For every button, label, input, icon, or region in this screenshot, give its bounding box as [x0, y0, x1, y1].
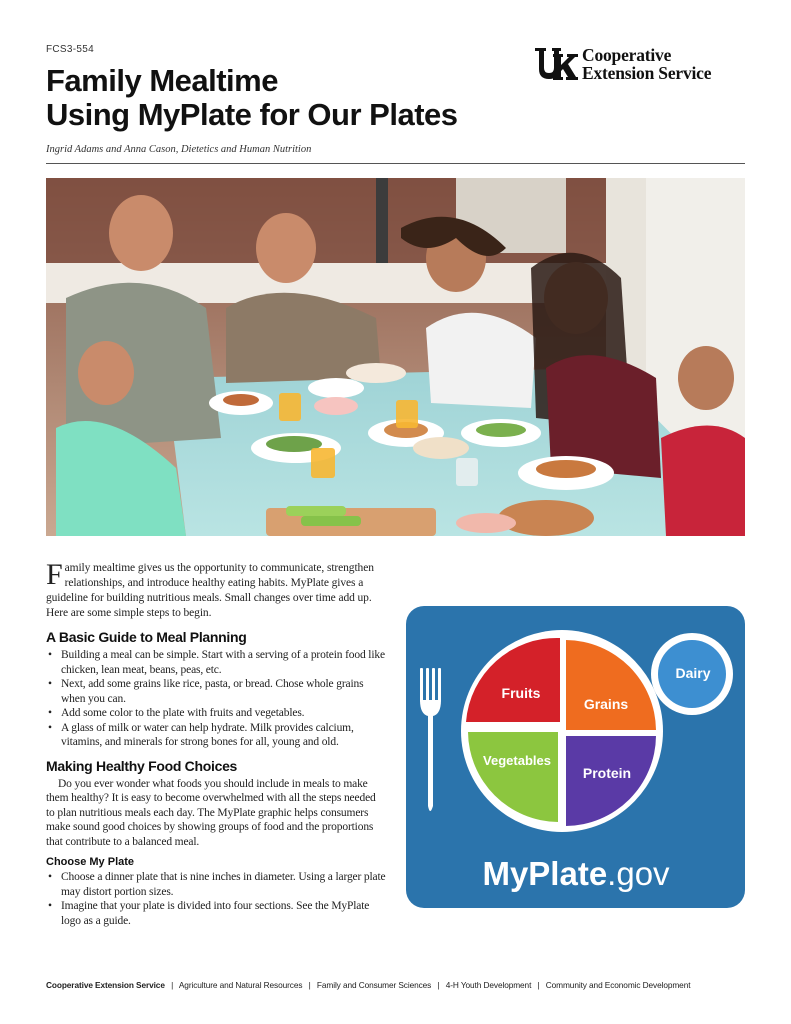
myplate-logo	[406, 606, 745, 908]
list-item: • A glass of milk or water can help hydrate. Milk provides calcium, vitamins, and minerals for strong bones for all, young and old.	[46, 721, 386, 750]
intro-paragraph	[46, 558, 386, 621]
footer-item: 4-H Youth Development	[445, 980, 532, 990]
dairy-label: Dairy	[675, 665, 711, 681]
footer-item: Agriculture and Natural Resources	[178, 980, 303, 990]
section-heading-meal-planning: A Basic Guide to Meal Planning	[46, 629, 247, 645]
protein-section	[566, 736, 656, 826]
uk-logo-icon	[533, 46, 579, 82]
footer-item: Community and Economic Development	[545, 980, 691, 990]
choose-plate-list	[46, 870, 386, 928]
logo-line-2: Extension Service	[582, 63, 712, 83]
intro-text: amily mealtime gives us the opportunity to communicate, strengthen relationships, and introduce healthy eating habits. MyPlate gives a guideline for building nutritious meals. Small changes over time add up. Here are some simple steps to begin.	[46, 562, 374, 619]
title-line-2: Using MyPlate for Our Plates	[46, 97, 458, 132]
footer-separator: |	[537, 980, 540, 990]
myplate-graphic	[406, 606, 745, 908]
list-item: • Building a meal can be simple. Start with a serving of a protein food like chicken, lean meat, beans, peas, etc.	[46, 648, 386, 677]
section-heading-healthy-choices: Making Healthy Food Choices	[46, 757, 238, 774]
family-meal-illustration	[46, 178, 745, 536]
protein-label: Protein	[582, 765, 632, 781]
authors-line: Ingrid Adams and Anna Cason, Dietetics and Human Nutrition	[46, 144, 312, 155]
logo-line-1: Cooperative	[582, 45, 672, 65]
left-column	[46, 558, 386, 928]
family-meal-photo	[46, 178, 745, 536]
fruits-section	[466, 638, 560, 729]
grains-section	[566, 640, 656, 730]
myplate-brand-main: MyPlate	[482, 855, 608, 892]
footer	[46, 980, 746, 990]
logo-text	[582, 46, 711, 82]
fruits-label: Fruits	[501, 685, 541, 701]
grains-label: Grains	[583, 696, 629, 712]
publication-code: FCS3-554	[46, 44, 94, 55]
list-item: • Next, add some grains like rice, pasta, or bread. Chose whole grains when you can.	[46, 677, 386, 706]
vegetables-section	[468, 732, 558, 822]
footer-item: Family and Consumer Sciences	[316, 980, 432, 990]
healthy-choices-paragraph: Do you ever wonder what foods you should include in meals to make them healthy? It is easy to become overwhelmed with all the steps needed to plan nutritious meals each day. The MyPlate graphic helps consumers make sound good choices by showing groups of food and the proportions that contribute to a balanced meal.	[46, 777, 376, 848]
title-line-1: Family Mealtime	[46, 63, 278, 98]
subheading-choose-my-plate: Choose My Plate	[46, 856, 135, 868]
fork-icon	[420, 668, 441, 811]
myplate-brand	[482, 855, 670, 892]
list-item: • Imagine that your plate is divided into four sections. See the MyPlate logo as a guide.	[46, 899, 386, 928]
uk-extension-logo[interactable]	[533, 46, 748, 84]
footer-separator: |	[437, 980, 440, 990]
header-divider	[46, 163, 745, 164]
list-item: • Choose a dinner plate that is nine inches in diameter. Using a larger plate may distort portion sizes.	[46, 870, 386, 899]
footer-lead: Cooperative Extension Service	[46, 980, 165, 990]
footer-separator: |	[308, 980, 311, 990]
page-title	[46, 64, 458, 132]
plate-circle	[461, 630, 663, 832]
list-item: • Add some color to the plate with fruits and vegetables.	[46, 706, 386, 721]
footer-separator: |	[171, 980, 174, 990]
drop-cap: F	[46, 558, 63, 591]
vegetables-label: Vegetables	[483, 753, 551, 768]
myplate-brand-suffix: .gov	[607, 855, 670, 892]
meal-planning-list	[46, 648, 386, 750]
